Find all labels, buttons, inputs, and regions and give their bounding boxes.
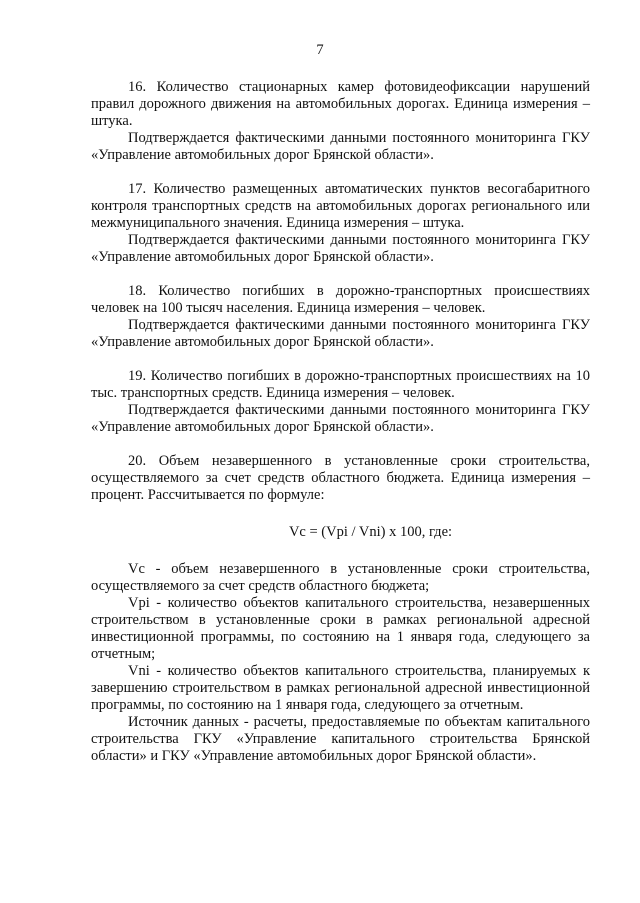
item-19-confirm: Подтверждается фактическими данными постоянного мониторинга ГКУ «Управление автомобильных дорог Брянской области». — [91, 402, 590, 435]
page-number: 7 — [316, 42, 324, 58]
definition-vni: Vni - количество объектов капитального строительства, планируемых к завершению строительством в рамках региональной адресной инвестиционной программы, по состоянию на 1 января года, следующего за отчетным. — [91, 663, 590, 713]
data-source: Источник данных - расчеты, предоставляемые по объектам капитального строительства ГКУ «Управление капитального строительства Брянской области» и ГКУ «Управление автомобильных дорог Брянской области». — [91, 714, 590, 764]
item-16-confirm: Подтверждается фактическими данными постоянного мониторинга ГКУ «Управление автомобильных дорог Брянской области». — [91, 130, 590, 163]
item-20-text: 20. Объем незавершенного в установленные сроки строительства, осуществляемого за счет средств областного бюджета. Единица измерения – процент. Рассчитывается по формуле: — [91, 453, 590, 503]
item-18-confirm: Подтверждается фактическими данными постоянного мониторинга ГКУ «Управление автомобильных дорог Брянской области». — [91, 317, 590, 350]
item-17-text: 17. Количество размещенных автоматических пунктов весогабаритного контроля транспортных средств на автомобильных дорогах регионального или межмуниципального значения. Единица измерения – штука. — [91, 181, 590, 231]
item-16-text: 16. Количество стационарных камер фотовидеофиксации нарушений правил дорожного движения на автомобильных дорогах. Единица измерения – штука. — [91, 79, 590, 129]
definition-vpi: Vpi - количество объектов капитального строительства, незавершенных строительством в установленные сроки в рамках региональной адресной инвестиционной программы, по состоянию на 1 января года, следующего за отчетным; — [91, 595, 590, 662]
item-17-confirm: Подтверждается фактическими данными постоянного мониторинга ГКУ «Управление автомобильных дорог Брянской области». — [91, 232, 590, 265]
definition-vc: Vc - объем незавершенного в установленные сроки строительства, осуществляемого за счет средств областного бюджета; — [91, 561, 590, 594]
document-body — [91, 79, 590, 765]
formula: Vc = (Vpi / Vni) x 100, где: — [288, 524, 453, 540]
item-19-text: 19. Количество погибших в дорожно-транспортных происшествиях на 10 тыс. транспортных средств. Единица измерения – человек. — [91, 368, 590, 401]
item-18-text: 18. Количество погибших в дорожно-транспортных происшествиях человек на 100 тысяч населения. Единица измерения – человек. — [91, 283, 590, 316]
